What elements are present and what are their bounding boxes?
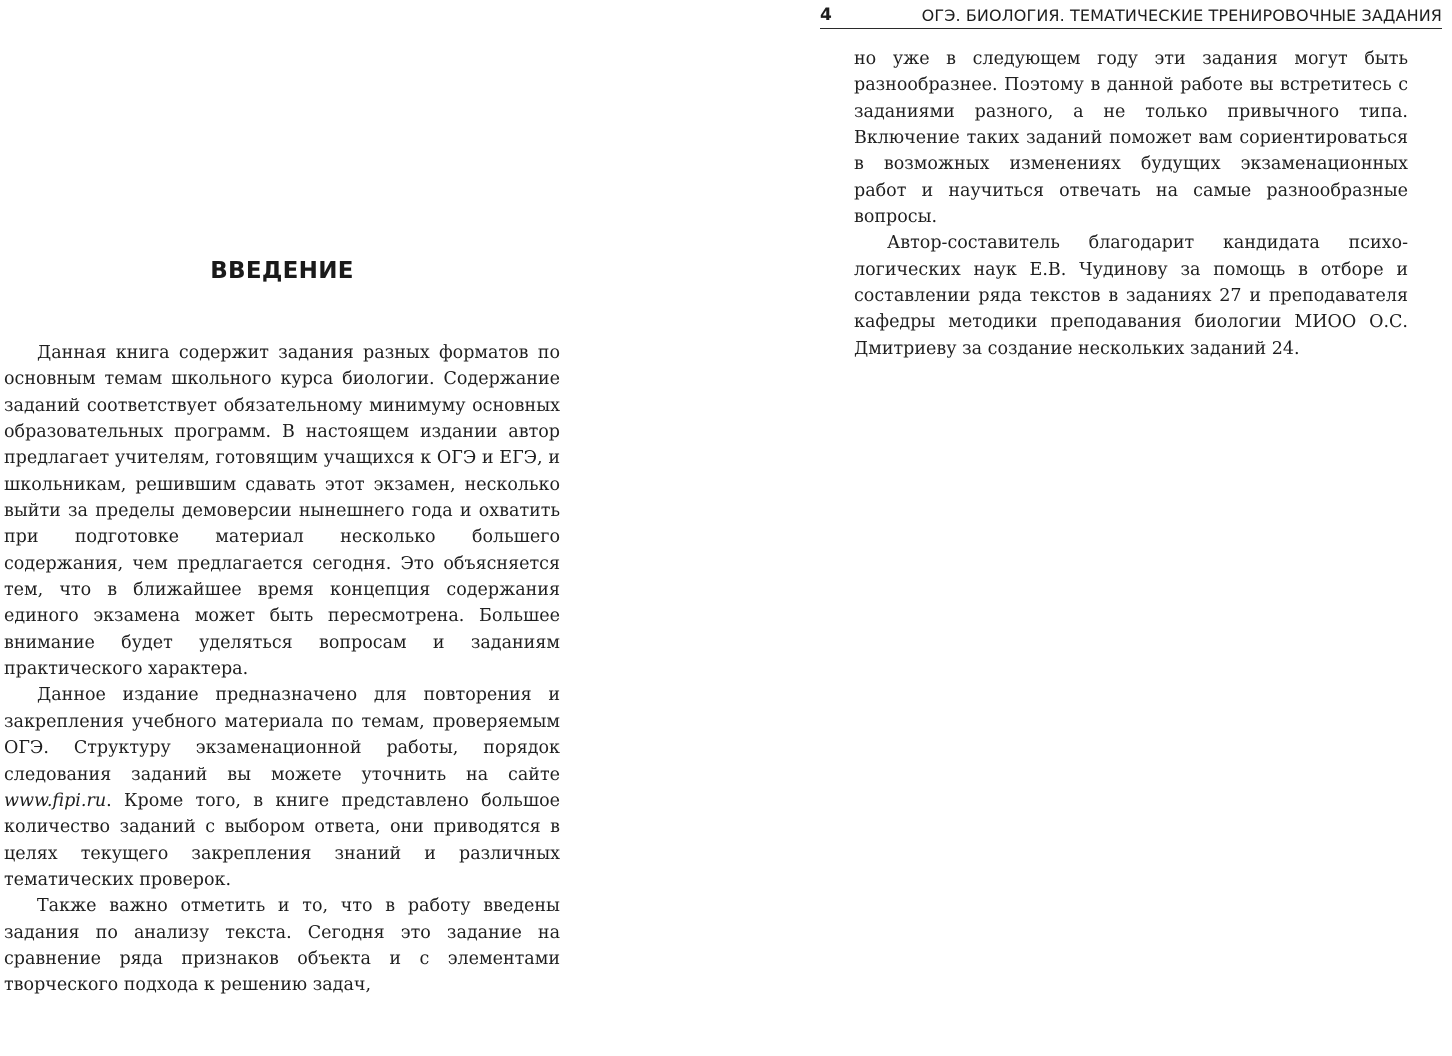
left-page: [4, 0, 560, 1056]
page-number: 4: [820, 5, 832, 25]
intro-paragraph-1: Данная книга содержит задания разных форматов по основным темам школьного курса биологии. Содержание заданий соответствует обязательному минимуму основных образовательных программ. В настоящем издании автор предлагает учителям, готовящим учащихся к ОГЭ и ЕГЭ, и школьникам, решившим сдавать этот экзамен, несколько выйти за пределы демоверсии нынешнего года и охватить при подготовке материал несколько большего содержания, чем предлагается сегодня. Это объясняется тем, что в ближайшее время концепция содержания единого экзамена может быть пересмотрена. Большее внимание будет уделяться вопросам и заданиям практического характера.: [4, 343, 560, 680]
intro-paragraph-2: [4, 682, 560, 893]
fipi-website-link[interactable]: www.fipi.ru: [4, 790, 107, 811]
right-page: [820, 0, 1442, 1056]
right-page-body: [854, 46, 1408, 362]
intro-paragraph-3: Также важно отметить и то, что в работу введены задания по анализу текста. Сегодня это задание на сравнение ряда признаков объекта и с элементами творческого подхода к решению задач,: [4, 896, 560, 996]
paragraph-2-text-start: Данное издание предназначено для повторения и закрепления учебного материала по темам, проверяемым ОГЭ. Структуру экзаменационной работы, порядок следования заданий вы можете уточнить на сайте: [4, 685, 560, 785]
section-heading: ВВЕДЕНИЕ: [210, 258, 354, 284]
running-header: [820, 2, 1442, 29]
left-page-body: [4, 340, 560, 999]
paragraph-2-text-end: . Кроме того, в книге представлено большое количество заданий с выбором ответа, они приводятся в целях текущего закрепления знаний и различных тематических проверок.: [4, 790, 560, 890]
acknowledgement-paragraph: Автор-составитель благодарит кандидата психологических наук Е.В. Чудинову за помощь в отборе и составлении ряда текстов в заданиях 27 и преподавателя кафедры методики преподавания биологии МИОО О.С. Дмитриеву за создание нескольких заданий 24.: [854, 233, 1408, 359]
running-title: ОГЭ. БИОЛОГИЯ. ТЕМАТИЧЕСКИЕ ТРЕНИРОВОЧНЫЕ ЗАДАНИЯ: [921, 6, 1442, 25]
continued-paragraph: но уже в следующем году эти задания могут быть разнообразнее. Поэтому в данной работе вы встретитесь с заданиями разного, а не только привычного типа. Включение таких заданий поможет вам сориентироваться в возможных изменениях будущих экзаменационных работ и научиться отвечать на самые разнообразные вопросы.: [854, 49, 1408, 228]
